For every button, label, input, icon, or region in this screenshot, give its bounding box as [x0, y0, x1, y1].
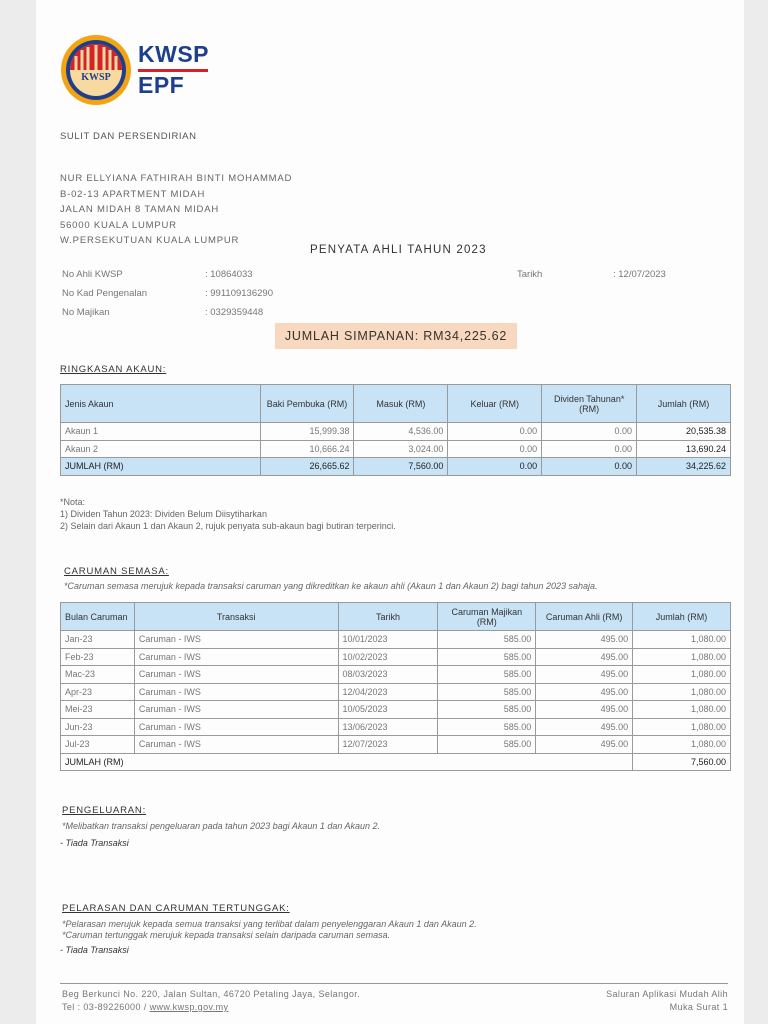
- footer-tel: Tel : 03-89226000 /: [62, 1002, 150, 1012]
- contrib-header: Tarikh: [338, 603, 438, 631]
- withdrawals-heading: PENGELUARAN:: [62, 805, 147, 816]
- table-row: Mac-23 Caruman - IWS 08/03/2023 585.00 495.00 1,080.00: [61, 666, 731, 684]
- address-line: B-02-13 APARTMENT MIDAH: [60, 188, 206, 200]
- reconciliation-notes: [62, 919, 477, 940]
- contrib-header: Bulan Caruman: [61, 603, 135, 631]
- footer-right: [606, 988, 728, 1014]
- contrib-header: Caruman Ahli (RM): [536, 603, 633, 631]
- footer-website-link[interactable]: www.kwsp.gov.my: [149, 1002, 229, 1012]
- reconciliation-subtitle: *Pelarasan merujuk kepada semua transaksi yang terlibat dalam penyelenggaran Akaun 1 dan Akaun 2.: [62, 919, 477, 929]
- summary-header: Masuk (RM): [354, 385, 448, 423]
- note-item: 2) Selain dari Akaun 1 dan Akaun 2, rujuk penyata sub-akaun bagi butiran terperinci.: [60, 521, 396, 531]
- footer-contact: [62, 988, 360, 1014]
- footer-app-channel: Saluran Aplikasi Mudah Alih: [606, 989, 728, 999]
- table-row: Jan-23 Caruman - IWS 10/01/2023 585.00 495.00 1,080.00: [61, 631, 731, 649]
- contrib-header: Caruman Majikan (RM): [438, 603, 536, 631]
- confidential-label: SULIT DAN PERSENDIRIAN: [60, 131, 197, 142]
- withdrawals-subtitle: *Melibatkan transaksi pengeluaran pada tahun 2023 bagi Akaun 1 dan Akaun 2.: [62, 821, 381, 831]
- summary-heading: RINGKASAN AKAUN:: [60, 364, 167, 375]
- total-row: JUMLAH (RM) 7,560.00: [61, 753, 731, 771]
- brand-name-top: KWSP: [138, 41, 209, 67]
- employer-label: No Majikan: [62, 307, 110, 318]
- summary-header: Jenis Akaun: [61, 385, 261, 423]
- contributions-subtitle: *Caruman semasa merujuk kepada transaksi caruman yang dikreditkan ke akaun ahli (Akaun 1 dan Akaun 2) bagi tahun 2023 sahaja.: [64, 581, 598, 591]
- contrib-header: Jumlah (RM): [633, 603, 731, 631]
- address-line: NUR ELLYIANA FATHIRAH BINTI MOHAMMAD: [60, 173, 293, 184]
- table-row: Jun-23 Caruman - IWS 13/06/2023 585.00 495.00 1,080.00: [61, 718, 731, 736]
- contributions-table: [60, 602, 731, 771]
- table-row: Feb-23 Caruman - IWS 10/02/2023 585.00 495.00 1,080.00: [61, 648, 731, 666]
- member-address: [60, 171, 292, 249]
- notes-title: *Nota:: [60, 497, 86, 507]
- brand-name-bottom: EPF: [138, 72, 185, 98]
- employer-value: : 0329359448: [205, 307, 264, 318]
- withdrawals-none: - Tiada Transaksi: [60, 838, 129, 848]
- svg-text:KWSP: KWSP: [81, 72, 111, 83]
- statement-page: [36, 0, 744, 1024]
- table-row: Jul-23 Caruman - IWS 12/07/2023 585.00 495.00 1,080.00: [61, 736, 731, 754]
- table-row: Akaun 2 10,666.24 3,024.00 0.00 0.00 13,690.24: [61, 440, 731, 458]
- address-line: W.PERSEKUTUAN KUALA LUMPUR: [60, 235, 240, 247]
- footer-page-number: Muka Surat 1: [669, 1002, 728, 1012]
- address-line: 56000 KUALA LUMPUR: [60, 219, 177, 231]
- notes: [60, 496, 396, 532]
- summary-header: Dividen Tahunan* (RM): [542, 385, 637, 423]
- table-row: Mei-23 Caruman - IWS 10/05/2023 585.00 495.00 1,080.00: [61, 701, 731, 719]
- address-line: JALAN MIDAH 8 TAMAN MIDAH: [60, 204, 220, 216]
- contributions-heading: CARUMAN SEMASA:: [64, 566, 169, 577]
- member-no-label: No Ahli KWSP: [62, 269, 123, 280]
- date-label: Tarikh: [517, 269, 543, 280]
- statement-title: PENYATA AHLI TAHUN 2023: [310, 244, 487, 256]
- ic-label: No Kad Pengenalan: [62, 288, 148, 299]
- summary-header: Keluar (RM): [448, 385, 542, 423]
- reconciliation-heading: PELARASAN DAN CARUMAN TERTUNGGAK:: [62, 903, 290, 914]
- table-row: Akaun 1 15,999.38 4,536.00 0.00 0.00 20,535.38: [61, 423, 731, 441]
- member-no-value: : 10864033: [205, 269, 253, 280]
- footer-divider: [60, 983, 728, 984]
- footer-address: Beg Berkunci No. 220, Jalan Sultan, 46720 Petaling Jaya, Selangor.: [62, 989, 361, 999]
- total-row: JUMLAH (RM) 26,665.62 7,560.00 0.00 0.00 34,225.62: [61, 458, 731, 476]
- total-savings: JUMLAH SIMPANAN: RM34,225.62: [275, 323, 517, 349]
- summary-table: [60, 384, 731, 476]
- summary-header: Jumlah (RM): [637, 385, 731, 423]
- brand-divider: [138, 69, 208, 72]
- contrib-header: Transaksi: [134, 603, 338, 631]
- reconciliation-subtitle: *Caruman tertunggak merujuk kepada transaksi selain daripada caruman semasa.: [62, 929, 391, 940]
- table-row: Apr-23 Caruman - IWS 12/04/2023 585.00 495.00 1,080.00: [61, 683, 731, 701]
- note-item: 1) Dividen Tahun 2023: Dividen Belum Diisytiharkan: [60, 509, 267, 519]
- ic-value: : 991109136290: [205, 288, 273, 299]
- kwsp-logo: [60, 34, 210, 110]
- reconciliation-none: - Tiada Transaksi: [60, 945, 129, 955]
- summary-header: Baki Pembuka (RM): [260, 385, 354, 423]
- member-info: [62, 269, 712, 326]
- kwsp-seal-icon: [60, 34, 132, 106]
- date-value: : 12/07/2023: [613, 269, 666, 280]
